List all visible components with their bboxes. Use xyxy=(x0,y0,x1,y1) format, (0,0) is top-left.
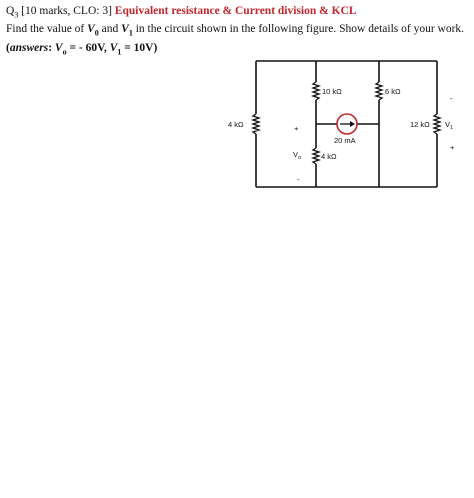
answer-v0: V xyxy=(54,41,63,54)
v1-minus: - xyxy=(450,94,453,103)
prompt-v1-sub: 1 xyxy=(128,28,133,38)
answer-v1-sub: 1 xyxy=(117,46,122,56)
label-source: 20 mA xyxy=(334,136,356,145)
resistor-left-4k xyxy=(253,114,259,134)
vo-minus: - xyxy=(297,175,300,184)
answer-v1: V xyxy=(109,41,118,54)
prompt-text-end: in the circuit shown in the following figure. Show details of your work. xyxy=(132,23,465,36)
current-source xyxy=(337,114,357,134)
prompt-text-start: Find the value of xyxy=(6,23,88,36)
label-r-top-middle: 10 kΩ xyxy=(322,87,342,96)
v1-plus: + xyxy=(450,143,455,152)
vo-symbol: $V_o$ xyxy=(293,150,302,161)
question-topic: Equivalent resistance & Current division & KCL xyxy=(114,5,357,17)
answer-label: answers xyxy=(9,41,49,54)
label-r-right: 12 kΩ xyxy=(410,120,430,129)
answer-v0-sub: o xyxy=(62,46,67,56)
resistor-middle-10k xyxy=(313,82,319,100)
label-r-bottom-middle: 4 kΩ xyxy=(321,152,337,161)
prompt-and: and xyxy=(98,23,122,36)
question-number: Q xyxy=(6,5,15,17)
label-r-top-right: 6 kΩ xyxy=(385,87,401,96)
question-marks: [10 marks, CLO: 3] xyxy=(21,5,112,17)
resistor-right-12k xyxy=(434,114,440,134)
vo-plus: + xyxy=(294,124,299,133)
question-number-sub: 3 xyxy=(14,10,19,20)
v1-symbol: $V_1$ xyxy=(445,120,454,131)
answer-open: ( xyxy=(6,41,10,54)
resistor-rmid-6k xyxy=(376,82,382,100)
resistor-bottom-4k xyxy=(313,148,319,164)
prompt-v0: V xyxy=(87,23,95,36)
answer-v0-value: = - 60V, xyxy=(69,41,107,54)
prompt-v0-sub: 0 xyxy=(94,28,99,38)
label-r-left: 4 kΩ xyxy=(228,120,244,129)
answer-v1-value: = 10V) xyxy=(124,41,158,54)
answer-colon: : xyxy=(48,41,53,54)
prompt-v1: V xyxy=(121,23,129,36)
